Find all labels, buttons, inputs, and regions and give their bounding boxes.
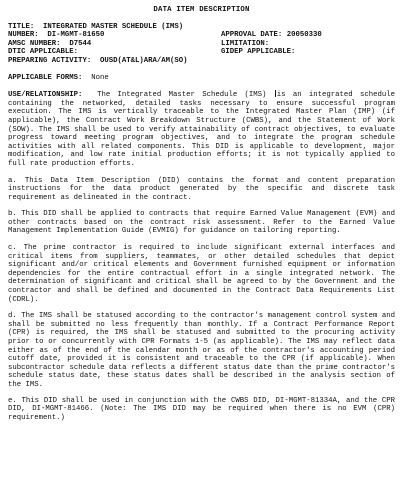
limitation-label: LIMITATION: — [221, 39, 270, 48]
applicable-forms-value: None — [91, 73, 109, 82]
applicable-forms-row — [8, 74, 395, 83]
use-relationship-text-rest: is an integrated schedule containing the networked, detailed tasks necessary to ensure successful program execution. The IMS is vertically traceable to the Integrated Master Plan (IMP) (if applicable), the Contract Work Breakdown Structure (CWBS), and the Statement of Work (SOW). The IMS shall be used to verify attainability of contract objectives, to evaluate progress toward meeting program objectives, and to integrate the program schedule activities with all related components. This DID is applicable to development, major modification, and low rate initial production efforts; it is not typically applied to full rate production efforts. — [8, 91, 396, 168]
preparing-row — [8, 57, 395, 66]
approval-label: APPROVAL DATE: — [221, 31, 283, 40]
title-label: TITLE: — [8, 22, 35, 31]
document-title: DATA ITEM DESCRIPTION — [153, 6, 250, 14]
number-field — [8, 31, 221, 40]
amsc-field — [8, 40, 221, 49]
paragraph-a: a. This Data Item Description (DID) contains the format and content preparation instructions for the data product generated by the specific and discrete task requirement as delineated in the contract. — [8, 176, 395, 202]
dtic-label: DTIC APPLICABLE: — [8, 48, 79, 57]
limitation-field — [221, 40, 269, 49]
amsc-value: D7544 — [69, 39, 92, 48]
amsc-row — [8, 40, 395, 49]
paragraph-c: c. The prime contractor is required to include significant external interfaces and critical items from suppliers, teammates, or other detailed schedules that depict significant and/or critical elements and Government furnished equipment or information dependencies for the entire contractual effort in a single integrated network. The determination of significant and critical shall be agreed to by the Government and the contractor and shall be defined and documented in the Contract Data Requirements List (CDRL). — [8, 244, 395, 304]
title-row — [8, 23, 395, 32]
paragraph-e: e. This DID shall be used in conjunction with the CWBS DID, DI-MGMT-81334A, and the CPR DID, DI-MGMT-81466. (Note: The IMS DID may be required when there is no EVM (CPR) requirement.) — [8, 396, 395, 422]
number-row — [8, 31, 395, 40]
approval-field — [221, 31, 322, 40]
dtic-field — [8, 48, 221, 57]
use-relationship-paragraph — [8, 90, 395, 168]
gidep-label: GIDEP APPLICABLE: — [221, 48, 296, 57]
number-label: NUMBER: — [8, 31, 39, 40]
preparing-value: OUSD(AT&L)ARA/AM(SO) — [99, 56, 188, 65]
paragraph-d: d. The IMS shall be statused according to the contractor's management control system and shall be submitted no less frequently than monthly. If a Contract Performance Report (CPR) is required, the IMS shall be statused and submitted to the procuring activity prior to or concurrently with CPR Formats 1-5 (as applicable). The IMS may reflect data either as of the end of the calendar month or as of the contractor's accounting period cutoff date, provided it is consistent and traceable to the CPR (if applicable). When subcontractor schedule data reflects a different status date than the prime contractor's schedule status date, these status dates shall be described in the analysis section of the IMS. — [8, 312, 395, 389]
amsc-label: AMSC NUMBER: — [8, 39, 61, 48]
number-value: DI-MGMT-81650 — [47, 31, 105, 40]
approval-value: 20050330 — [286, 31, 322, 40]
gidep-field — [221, 48, 295, 57]
dtic-row — [8, 48, 395, 57]
applicable-forms-label: APPLICABLE FORMS: — [8, 73, 83, 82]
text-cursor — [275, 90, 276, 97]
use-relationship-label: USE/RELATIONSHIP: — [8, 91, 83, 100]
paragraph-b: b. This DID shall be applied to contracts that require Earned Value Management (EVM) and other contracts based on the contract risk assessment. Refer to the Earned Value Management Implementation Guide (EVMIG) for guidance on tailoring reporting. — [8, 210, 395, 236]
preparing-label: PREPARING ACTIVITY: — [8, 56, 92, 65]
title-value: INTEGRATED MASTER SCHEDULE (IMS) — [43, 22, 184, 31]
use-relationship-text-start: The Integrated Master Schedule (IMS) — [97, 91, 267, 100]
